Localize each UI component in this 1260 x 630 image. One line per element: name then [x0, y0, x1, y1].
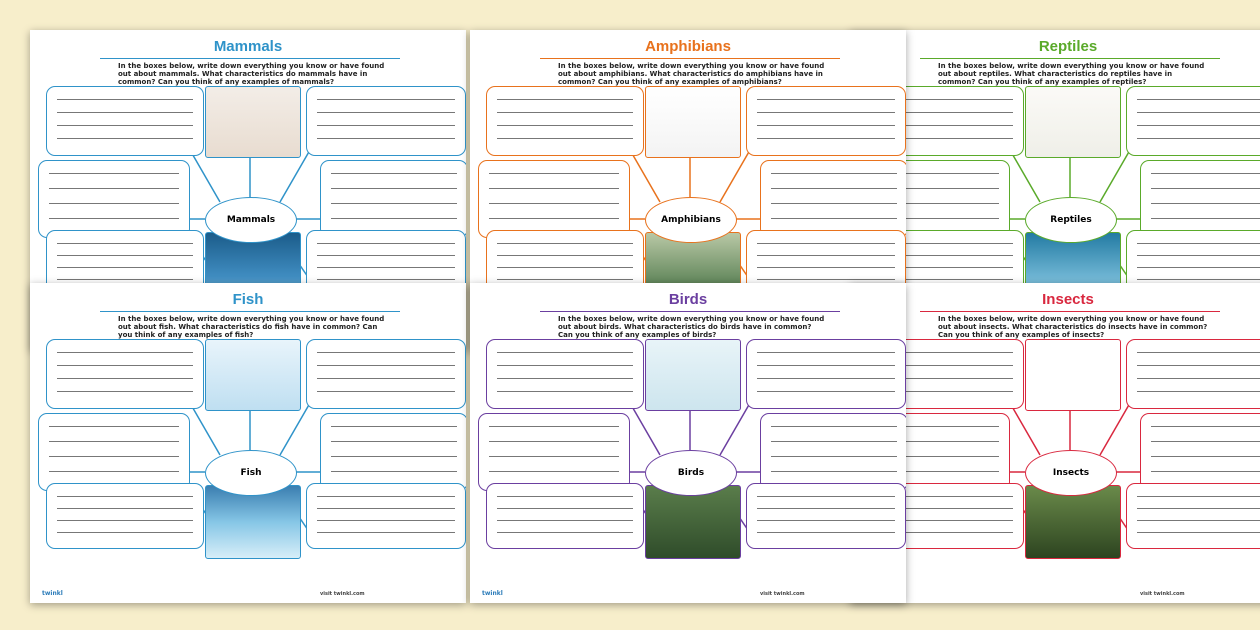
writing-line: [1137, 496, 1260, 497]
writing-line: [331, 203, 457, 204]
writing-line: [1151, 173, 1260, 174]
writing-box[interactable]: [760, 160, 906, 238]
picture-shark: [205, 339, 301, 411]
writing-line: [49, 203, 179, 204]
writing-line: [317, 255, 455, 256]
writing-box[interactable]: [1126, 339, 1260, 409]
writing-line: [489, 456, 619, 457]
writing-line: [57, 520, 193, 521]
writing-line: [317, 243, 455, 244]
picture-mackerel: [205, 485, 301, 559]
writing-box[interactable]: [746, 483, 906, 549]
writing-line: [1137, 267, 1260, 268]
writing-line: [57, 267, 193, 268]
writing-line: [317, 138, 455, 139]
writing-line: [497, 267, 633, 268]
worksheet-fish: [30, 283, 466, 603]
picture-axolotl: [645, 86, 741, 158]
writing-line: [57, 99, 193, 100]
writing-line: [1151, 456, 1260, 457]
writing-line: [57, 243, 193, 244]
writing-line: [57, 255, 193, 256]
writing-line: [317, 125, 455, 126]
writing-line: [1137, 508, 1260, 509]
writing-line: [49, 426, 179, 427]
writing-line: [497, 279, 633, 280]
writing-line: [1151, 471, 1260, 472]
writing-box[interactable]: [1126, 483, 1260, 549]
worksheet-title: Fish: [232, 291, 264, 308]
writing-line: [57, 391, 193, 392]
writing-box[interactable]: [1140, 413, 1260, 491]
writing-line: [497, 243, 633, 244]
writing-box[interactable]: [46, 86, 204, 156]
writing-line: [1137, 391, 1260, 392]
worksheet-title: Mammals: [213, 38, 283, 55]
writing-line: [757, 532, 895, 533]
writing-line: [771, 426, 897, 427]
writing-line: [57, 532, 193, 533]
center-label: Mammals: [205, 197, 297, 243]
worksheet-title: Reptiles: [1038, 38, 1098, 55]
writing-line: [489, 471, 619, 472]
writing-line: [57, 138, 193, 139]
writing-line: [757, 125, 895, 126]
writing-box[interactable]: [46, 483, 204, 549]
writing-line: [489, 426, 619, 427]
writing-line: [771, 471, 897, 472]
writing-line: [771, 188, 897, 189]
writing-line: [49, 218, 179, 219]
writing-line: [317, 391, 455, 392]
writing-line: [757, 267, 895, 268]
writing-line: [57, 378, 193, 379]
writing-line: [497, 99, 633, 100]
writing-line: [497, 391, 633, 392]
writing-box[interactable]: [478, 160, 630, 238]
writing-line: [1151, 441, 1260, 442]
writing-line: [489, 218, 619, 219]
writing-line: [57, 279, 193, 280]
footer-url: visit twinkl.com: [320, 591, 365, 597]
writing-line: [497, 352, 633, 353]
writing-line: [1137, 138, 1260, 139]
writing-line: [497, 365, 633, 366]
writing-box[interactable]: [306, 483, 466, 549]
worksheet-title: Amphibians: [645, 38, 731, 55]
picture-butterfly-bee: [1025, 339, 1121, 411]
footer-url: visit twinkl.com: [760, 591, 805, 597]
writing-line: [1151, 218, 1260, 219]
writing-line: [49, 173, 179, 174]
writing-line: [497, 378, 633, 379]
writing-line: [317, 352, 455, 353]
writing-line: [497, 508, 633, 509]
writing-line: [317, 532, 455, 533]
writing-line: [317, 520, 455, 521]
writing-line: [57, 508, 193, 509]
writing-box[interactable]: [486, 483, 644, 549]
writing-line: [757, 243, 895, 244]
writing-line: [1137, 112, 1260, 113]
writing-line: [49, 441, 179, 442]
writing-line: [757, 138, 895, 139]
center-label: Amphibians: [645, 197, 737, 243]
writing-box[interactable]: [1140, 160, 1260, 238]
writing-line: [1137, 378, 1260, 379]
writing-line: [331, 218, 457, 219]
writing-line: [757, 508, 895, 509]
writing-line: [331, 173, 457, 174]
writing-line: [489, 203, 619, 204]
writing-line: [771, 218, 897, 219]
worksheet-insects: [850, 283, 1260, 603]
writing-line: [57, 365, 193, 366]
writing-line: [497, 255, 633, 256]
writing-line: [317, 279, 455, 280]
writing-line: [757, 99, 895, 100]
writing-line: [1137, 352, 1260, 353]
writing-box[interactable]: [320, 160, 466, 238]
writing-line: [497, 138, 633, 139]
instructions: In the boxes below, write down everything you know or have found out about amphibians. What characteristics do amphibians have in common? Can you think of any examples of amphibians?: [558, 62, 825, 86]
writing-box[interactable]: [760, 413, 906, 491]
writing-line: [757, 496, 895, 497]
writing-box[interactable]: [746, 339, 906, 409]
writing-line: [331, 441, 457, 442]
writing-box[interactable]: [306, 86, 466, 156]
writing-line: [317, 508, 455, 509]
picture-owl: [645, 339, 741, 411]
writing-line: [57, 125, 193, 126]
writing-line: [331, 471, 457, 472]
writing-line: [757, 391, 895, 392]
writing-line: [331, 188, 457, 189]
instructions: In the boxes below, write down everything you know or have found out about reptiles. What characteristics do reptiles have in common? Can you think of any examples of reptiles?: [938, 62, 1205, 86]
writing-box[interactable]: [38, 413, 190, 491]
footer-url: visit twinkl.com: [1140, 591, 1185, 597]
picture-crocodile: [1025, 86, 1121, 158]
picture-forest-bird: [645, 485, 741, 559]
twinkl-logo: twinkl: [482, 590, 503, 597]
worksheet-title: Insects: [1042, 291, 1094, 308]
writing-line: [1151, 203, 1260, 204]
writing-line: [49, 471, 179, 472]
writing-box[interactable]: [486, 339, 644, 409]
writing-line: [317, 99, 455, 100]
instructions: In the boxes below, write down everything you know or have found out about mammals. What characteristics do mammals have in common? Can you think of any examples of mammals?: [118, 62, 385, 86]
center-label: Fish: [205, 450, 297, 496]
writing-line: [57, 352, 193, 353]
writing-line: [1151, 188, 1260, 189]
writing-line: [757, 112, 895, 113]
writing-line: [1137, 125, 1260, 126]
center-label: Birds: [645, 450, 737, 496]
writing-line: [497, 125, 633, 126]
writing-line: [1137, 99, 1260, 100]
writing-line: [771, 173, 897, 174]
writing-line: [771, 441, 897, 442]
writing-line: [317, 496, 455, 497]
writing-line: [771, 203, 897, 204]
worksheet-title: Birds: [668, 291, 708, 308]
writing-line: [49, 456, 179, 457]
writing-line: [497, 496, 633, 497]
writing-line: [1137, 243, 1260, 244]
picture-pregnant-woman: [205, 86, 301, 158]
twinkl-logo: twinkl: [42, 590, 63, 597]
writing-line: [757, 520, 895, 521]
writing-line: [331, 456, 457, 457]
writing-line: [1137, 279, 1260, 280]
center-label: Reptiles: [1025, 197, 1117, 243]
writing-line: [497, 112, 633, 113]
writing-line: [1137, 532, 1260, 533]
writing-line: [757, 352, 895, 353]
instructions: In the boxes below, write down everything you know or have found out about insects. What characteristics do insects have in common? Can you think of any examples of insects?: [938, 315, 1208, 339]
writing-line: [1137, 255, 1260, 256]
writing-line: [317, 267, 455, 268]
writing-line: [489, 441, 619, 442]
writing-line: [1151, 426, 1260, 427]
writing-line: [497, 520, 633, 521]
writing-line: [497, 532, 633, 533]
writing-line: [489, 173, 619, 174]
writing-box[interactable]: [486, 86, 644, 156]
writing-line: [757, 365, 895, 366]
writing-box[interactable]: [38, 160, 190, 238]
writing-line: [757, 279, 895, 280]
writing-box[interactable]: [306, 339, 466, 409]
worksheet-birds: [470, 283, 906, 603]
writing-line: [57, 496, 193, 497]
center-label: Insects: [1025, 450, 1117, 496]
writing-box[interactable]: [478, 413, 630, 491]
writing-box[interactable]: [1126, 86, 1260, 156]
writing-line: [49, 188, 179, 189]
writing-line: [1137, 365, 1260, 366]
writing-line: [489, 188, 619, 189]
writing-line: [317, 365, 455, 366]
writing-line: [757, 255, 895, 256]
writing-line: [57, 112, 193, 113]
writing-line: [317, 378, 455, 379]
picture-ladybird-leaf: [1025, 485, 1121, 559]
writing-line: [757, 378, 895, 379]
writing-box[interactable]: [746, 86, 906, 156]
writing-line: [771, 456, 897, 457]
writing-line: [331, 426, 457, 427]
writing-line: [1137, 520, 1260, 521]
writing-line: [317, 112, 455, 113]
instructions: In the boxes below, write down everything you know or have found out about birds. What characteristics do birds have in common? Can you think of any examples of birds?: [558, 315, 825, 339]
writing-box[interactable]: [320, 413, 466, 491]
writing-box[interactable]: [46, 339, 204, 409]
instructions: In the boxes below, write down everything you know or have found out about fish. What characteristics do fish have in common? Can you think of any examples of fish?: [118, 315, 385, 339]
